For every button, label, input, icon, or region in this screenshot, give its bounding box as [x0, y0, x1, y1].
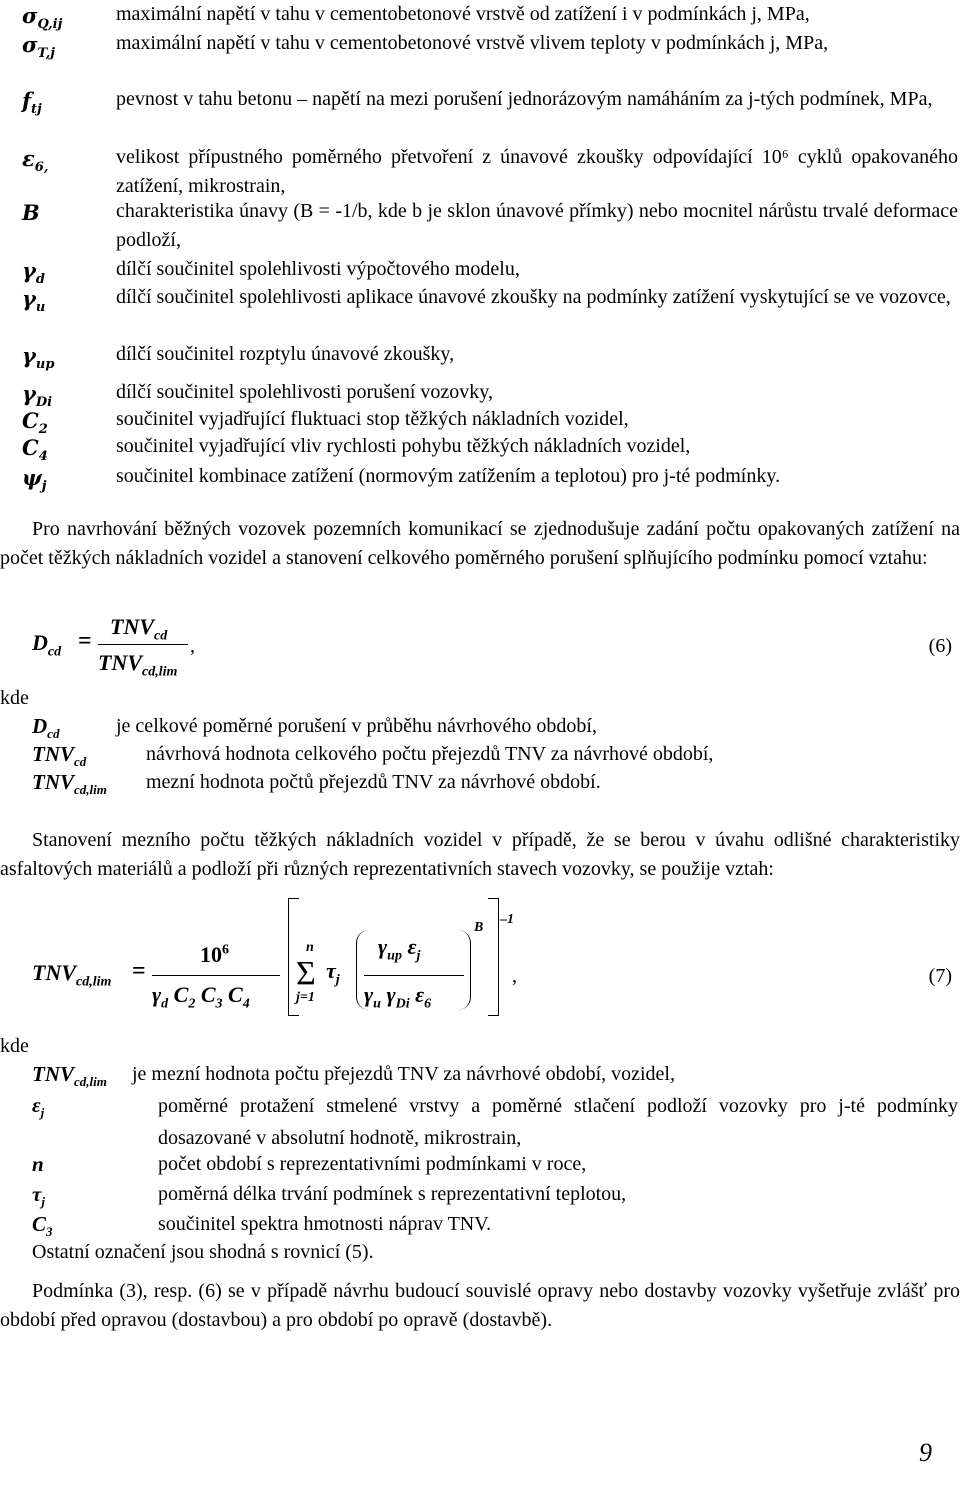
definition-text: velikost přípustného poměrného přetvoření z únavové zkoušky odpovídající 10⁶ cyklů opakovaného zatížení, mikrostrain, [116, 146, 958, 197]
symbol: $TNV_{cd,lim}$ [32, 770, 107, 798]
equation-number: (7) [928, 965, 952, 987]
symbol: $\sigma_{Q,ij}$ [22, 3, 63, 33]
eq6-equals: = [78, 628, 92, 654]
symbol: $\varepsilon_{6,}$ [22, 146, 49, 176]
symbol: $C_2$ [22, 408, 48, 438]
eq6-comma: , [190, 635, 195, 657]
definition-text: mezní hodnota počtů přejezdů TNV za návrhové období. [146, 771, 601, 793]
definition-text: počet období s reprezentativními podmínkami v roce, [158, 1153, 587, 1175]
eq7-equals: = [132, 958, 146, 984]
eq7-comma: , [512, 965, 517, 987]
symbol: n [32, 1152, 44, 1176]
right-square-bracket [488, 898, 499, 1016]
definition-text: dílčí součinitel rozptylu únavové zkoušky, [116, 343, 455, 365]
other-notation-note: Ostatní označení jsou shodná s rovnicí (5). [32, 1241, 374, 1263]
paragraph: Podmínka (3), resp. (6) se v případě návrhu budoucí souvislé opravy nebo dostavby vozovky vyšetřuje zvlášť pro období před opravou (dostavbou) a pro období po opravě (dostavbě). [0, 1280, 960, 1331]
symbol: B [22, 200, 40, 225]
definition-text: součinitel vyjadřující fluktuaci stop těžkých nákladních vozidel, [116, 408, 629, 430]
symbol: $\gamma_{Di}$ [22, 381, 53, 411]
definition-text: dílčí součinitel spolehlivosti výpočtového modelu, [116, 258, 520, 280]
definition-text: poměrné protažení stmelené vrstvy a poměrné stlačení podloží vozovky pro j-té podmínky dosazované v absolutní hodnotě, mikrostrain, [158, 1095, 958, 1149]
symbol: $\gamma_u$ [22, 286, 46, 316]
eq6-denominator: $TNV_{cd,lim}$ [98, 650, 178, 680]
definition-text: maximální napětí v tahu v cementobetonové vrstvě od zatížení i v podmínkách j, MPa, [116, 3, 810, 25]
page-number: 9 [919, 1438, 932, 1467]
inner-denominator: $\gamma_u$ $\gamma_{Di}$ $\varepsilon_6$ [364, 982, 432, 1012]
tau: $\tau_j$ [326, 958, 340, 988]
eq7-numerator: $10^6$ [200, 942, 229, 967]
eq6-lhs: $D_{cd}$ [32, 630, 62, 660]
symbol: $\sigma_{T,j}$ [22, 32, 55, 62]
where-label: kde [0, 1035, 29, 1057]
symbol: $D_{cd}$ [32, 714, 60, 742]
definition-text: dílčí součinitel spolehlivosti porušení vozovky, [116, 381, 493, 403]
symbol: $\gamma_{up}$ [22, 343, 55, 373]
paragraph: Pro navrhování běžných vozovek pozemních komunikací se zjednodušuje zadání počtu opakovaných zatížení na počet těžkých nákladních vozidel a stanovení celkového poměrného porušení splňujícího podmínku pomocí vztahu: [0, 518, 960, 569]
fraction-bar [98, 644, 188, 645]
right-paren [458, 930, 471, 1010]
symbol: $TNV_{cd}$ [32, 742, 87, 770]
definition-text: je celkové poměrné porušení v průběhu návrhového období, [116, 715, 597, 737]
sum-symbol: Σ [296, 955, 316, 992]
symbol: $\tau_j$ [32, 1182, 45, 1210]
definition-text: návrhová hodnota celkového počtu přejezdů TNV za návrhové období, [146, 743, 714, 765]
definition-text: je mezní hodnota počtu přejezdů TNV za návrhové období, vozidel, [132, 1063, 675, 1085]
definition-text: poměrná délka trvání podmínek s reprezentativní teplotou, [158, 1183, 627, 1205]
symbol: $TNV_{cd,lim}$ [32, 1062, 107, 1090]
where-label: kde [0, 687, 29, 709]
inner-numerator: $\gamma_{up}$ $\varepsilon_j$ [378, 934, 421, 964]
sum-lower-limit: j=1 [296, 990, 315, 1005]
definition-text: pevnost v tahu betonu – napětí na mezi porušení jednorázovým namáháním za j-tých podmínek, MPa, [116, 88, 933, 110]
paragraph: Stanovení mezního počtu těžkých nákladních vozidel v případě, že se berou v úvahu odlišné charakteristiky asfaltových materiálů a podloží při různých reprezentativních stavech vozovky, se použije vztah: [0, 829, 960, 880]
exponent-b: B [474, 920, 484, 935]
sum-upper-limit: n [306, 940, 314, 955]
symbol: $C_3$ [32, 1212, 53, 1240]
symbol: $f_{tj}$ [22, 88, 42, 118]
symbol: $\varepsilon_j$ [32, 1093, 45, 1121]
definition-text: součinitel vyjadřující vliv rychlosti pohybu těžkých nákladních vozidel, [116, 435, 691, 457]
symbol: $\psi_j$ [22, 465, 47, 495]
fraction-bar [364, 975, 464, 976]
definition-text: maximální napětí v tahu v cementobetonové vrstvě vlivem teploty v podmínkách j, MPa, [116, 32, 829, 54]
definition-text: součinitel spektra hmotnosti náprav TNV. [158, 1213, 492, 1235]
exponent-minus-one: –1 [500, 912, 514, 927]
eq6-numerator: $TNV_{cd}$ [110, 614, 168, 644]
definition-text: součinitel kombinace zatížení (normovým zatížením a teplotou) pro j-té podmínky. [116, 465, 781, 487]
eq7-lhs: $TNV_{cd,lim}$ [32, 960, 112, 990]
fraction-bar [152, 975, 280, 976]
symbol: $C_4$ [22, 435, 48, 465]
equation-number: (6) [928, 635, 952, 657]
definition-text: dílčí součinitel spolehlivosti aplikace únavové zkoušky na podmínky zatížení vyskytující se ve vozovce, [116, 286, 951, 308]
symbol: $\gamma_d$ [22, 258, 45, 288]
definition-text: charakteristika únavy (B = -1/b, kde b je sklon únavové přímky) nebo mocnitel nárůstu trvalé deformace podloží, [116, 200, 958, 251]
eq7-denominator: $\gamma_d$ $C_2$ $C_3$ $C_4$ [152, 982, 250, 1012]
